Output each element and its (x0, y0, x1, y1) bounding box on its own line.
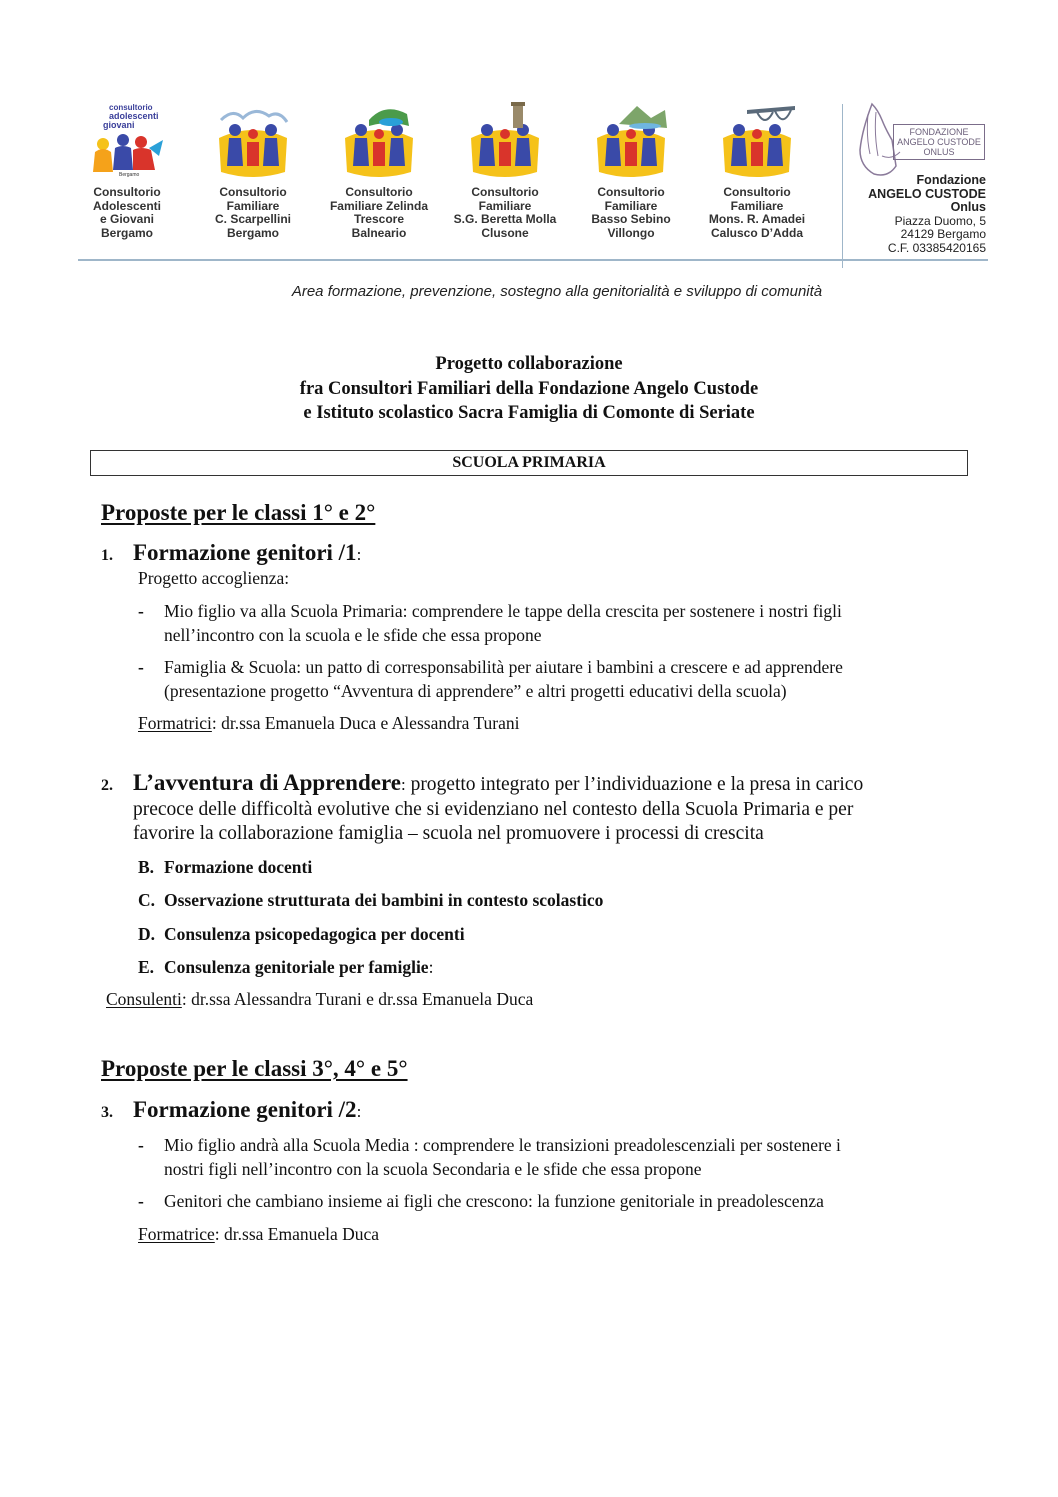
foundation-fiscal-code: C.F. 03385420165 (887, 240, 986, 255)
family-consultorio-logo-icon (465, 100, 545, 178)
logo-consultorio-amadei (698, 100, 816, 240)
logo-art-text: Bergamo (119, 172, 140, 178)
family-consultorio-logo-icon (591, 100, 671, 178)
section-heading: Proposte per le classi 3°, 4° e 5° (101, 1056, 408, 1081)
foundation-name: Onlus (950, 200, 986, 215)
credit-line: Formatrici: dr.ssa Emanuela Duca e Alessandra Turani (138, 713, 520, 733)
logo-art-text: consultorio (109, 103, 153, 112)
sub-item: E. Consulenza genitoriale per famiglie: (138, 957, 434, 977)
sub-item: D. Consulenza psicopedagogica per docenti (138, 924, 465, 944)
foundation-name: Fondazione (916, 173, 986, 187)
item-heading: 1. Formazione genitori /1: (101, 540, 362, 565)
section-banner: SCUOLA PRIMARIA (90, 450, 968, 476)
logo-consultorio-beretta-molla (446, 100, 564, 240)
foundation-city: 24129 Bergamo (900, 227, 986, 242)
logo-caption: Consultorio Familiare S.G. Beretta Molla Clusone (453, 185, 557, 240)
credit-line: Formatrice: dr.ssa Emanuela Duca (138, 1224, 380, 1244)
foundation-name: ANGELO CUSTODE (868, 186, 986, 201)
logo-caption: Consultorio Familiare Zelinda Trescore Balneario (329, 185, 429, 240)
credit-line: Consulenti: dr.ssa Alessandra Turani e dr.ssa Emanuela Duca (106, 989, 534, 1009)
logo-consultorio-zelinda (320, 100, 438, 240)
logo-consultorio-basso-sebino (572, 100, 690, 240)
item-description: precoce delle difficoltà evolutive che si evidenziano nel contesto della Scuola Primaria e per favorire la collaborazione famiglia – scuola nel promuovere i processi di crescita (133, 799, 854, 844)
family-consultorio-logo-icon (213, 100, 293, 178)
logo-caption: Consultorio Adolescenti e Giovani Bergamo (92, 185, 161, 240)
family-consultorio-logo-icon (339, 100, 419, 178)
item-heading: 2. L’avventura di Apprendere: progetto integrato per l’individuazione e la presa in carico (101, 770, 864, 795)
logo-consultorio-adolescenti (68, 100, 186, 240)
logo-caption: Consultorio Familiare C. Scarpellini Bergamo (214, 185, 292, 240)
logo-caption: Consultorio Familiare Mons. R. Amadei Calusco D’Adda (708, 185, 806, 240)
header-tagline: Area formazione, prevenzione, sostegno alla genitorialità e sviluppo di comunità (291, 283, 823, 300)
section-heading: Proposte per le classi 1° e 2° (101, 500, 376, 525)
family-consultorio-logo-icon (717, 100, 797, 178)
document-page: consultorio adolescenti giovani Bergamo Consultorio Adolescenti e Giovani Bergamo Consultorio Familiare C. Scarpellini Bergamo Consultorio Familiare Zelinda Trescore Balneario Consultorio Familiare S.G. Beretta Molla Clusone Consultorio Familiare Basso Sebino Villongo Consultorio Familiare Mons. R. Amadei Calusco D’Adda FONDAZIONE ANGELO CUSTODE ONLUS Fondazione ANGELO CUSTODE Onlus Piazza Duomo, 5 24129 Bergamo C.F. 03385420165 Area formazione, prevenzione, sostegno alla genitorialità e sviluppo di comunità Progetto collaborazione fra Consultori Familiari della Fondazione Angelo Custode e Istituto scolastico Sacra Famiglia di Comonte di Seriate SCUOLA PRIMARIA Proposte per le classi 1° e 2° 1. Formazione genitori /1: Progetto accoglienza: - Mio figlio va alla Scuola Primaria: comprendere le tappe della crescita per sostenere i nostri figli nell’incontro con la scuola e le sfide che essa propone - Famiglia & Scuola: un patto di corresponsabilità per aiutare i bambini a crescere e ad apprendere (presentazione progetto “Avventura di apprendere” e altri progetti educativi della scuola) Formatrici: dr.ssa Emanuela Duca e Alessandra Turani 2. L’avventura di Apprendere: progetto integrato per l’individuazione e la presa in carico precoce delle difficoltà evolutive che si evidenziano nel contesto della Scuola Primaria e per favorire la collaborazione famiglia – scuola nel promuovere i processi di crescita B. Formazione docenti C. Osservazione strutturata dei bambini in contesto scolastico D. Consulenza psicopedagogica per docenti E. Consulenza genitoriale per famiglie: Consulenti: dr.ssa Alessandra Turani e dr.ssa Emanuela Duca Proposte per le classi 3°, 4° e 5° 3. Formazione genitori /2: - Mio figlio andrà alla Scuola Media : comprendere le transizioni preadolescenziali per sostenere i nostri figli nell’incontro con la scuola Secondaria e le sfide che essa propone - Genitori che cambiano insieme ai figli che crescono: la funzione genitoriale in preadolescenza Formatrice: dr.ssa Emanuela Duca (0, 0, 1058, 1497)
header-divider (842, 104, 843, 268)
document-title: Progetto collaborazione fra Consultori Familiari della Fondazione Angelo Custode e Istituto scolastico Sacra Famiglia di Comonte di Seriate (299, 354, 759, 423)
item-intro: Progetto accoglienza: (138, 568, 290, 588)
logo-art-text: giovani (103, 120, 135, 130)
header-rule (78, 259, 988, 261)
sub-item: B. Formazione docenti (138, 857, 313, 877)
foundation-logo-box: FONDAZIONE ANGELO CUSTODE ONLUS (893, 124, 985, 160)
item-heading: 3. Formazione genitori /2: (101, 1097, 362, 1122)
youth-consultorio-logo-icon (89, 100, 165, 178)
sub-item: C. Osservazione strutturata dei bambini in contesto scolastico (138, 890, 604, 910)
foundation-street: Piazza Duomo, 5 (894, 213, 986, 228)
logo-caption: Consultorio Familiare Basso Sebino Villongo (591, 185, 671, 240)
foundation-address (848, 174, 986, 256)
logo-art-text: adolescenti (109, 111, 159, 121)
logo-consultorio-scarpellini (194, 100, 312, 240)
